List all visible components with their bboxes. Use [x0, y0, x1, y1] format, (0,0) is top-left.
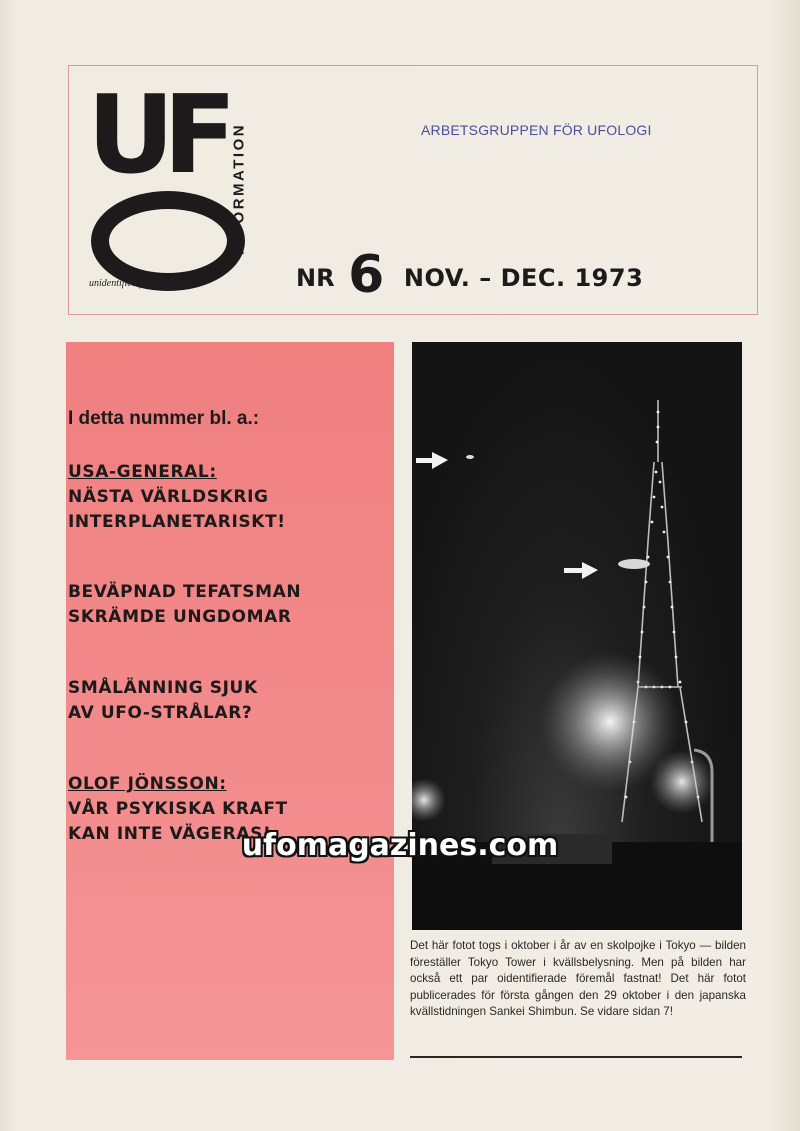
watermark: ufomagazines.com: [241, 828, 559, 863]
arrow-pointer-lower: [564, 562, 598, 579]
contents-line: AV UFO-STRÅLAR?: [68, 703, 253, 723]
contents-line: BEVÄPNAD TEFATSMAN: [68, 582, 302, 602]
issue-date: NOV. – DEC. 1973: [403, 264, 644, 292]
logo-letter-u: U: [87, 73, 171, 198]
logo-letter-f: F: [163, 73, 237, 198]
ufo-object-upper: [466, 455, 474, 459]
arrow-pointer-upper: [416, 452, 448, 469]
logo-tagline: unidentified flying objects: [89, 278, 193, 289]
issue-line: [296, 245, 644, 308]
publisher-stamp: ARBETSGRUPPEN FÖR UFOLOGI: [421, 122, 652, 138]
masthead: [68, 65, 758, 315]
ufo-object-saucer: [618, 559, 650, 569]
lamp-glow-small: [412, 778, 446, 822]
logo-vertical-label: INFORMATION: [230, 122, 248, 255]
contents-line: KAN INTE VÄGERAS!: [68, 824, 272, 844]
contents-item-tefatsman: [68, 580, 301, 630]
contents-kicker: OLOF JÖNSSON:: [68, 774, 227, 794]
contents-line: INTERPLANETARISKT!: [68, 512, 286, 532]
contents-kicker: USA-GENERAL:: [68, 462, 217, 482]
contents-line: NÄSTA VÄRLDSKRIG: [68, 487, 269, 507]
contents-panel: [66, 342, 394, 1060]
logo-vertical-text: [229, 86, 249, 291]
contents-line: VÅR PSYKISKA KRAFT: [68, 799, 288, 819]
logo-letter-o: [91, 191, 245, 291]
contents-intro: I detta nummer bl. a.:: [68, 408, 260, 429]
contents-item-smalanning: [68, 676, 258, 726]
caption-rule: [410, 1056, 742, 1058]
photo-caption: Det här fotot togs i oktober i år av en skolpojke i Tokyo — bilden föreställer Tokyo Tower i kvällsbelysning. Men på bilden har också ett par oidentifierade föremål fastnat! Det här fotot publicerades för första gången den 29 oktober i den japanska kvällstidningen Sankei Shimbun. Se vidare sidan 7!: [410, 939, 746, 1018]
issue-prefix: NR: [296, 264, 335, 292]
issue-number: 6: [348, 245, 385, 305]
lamp-glow: [650, 750, 714, 814]
contents-line: SMÅLÄNNING SJUK: [68, 678, 258, 698]
contents-item-usa-general: [68, 460, 286, 535]
contents-line: SKRÄMDE UNGDOMAR: [68, 607, 292, 627]
